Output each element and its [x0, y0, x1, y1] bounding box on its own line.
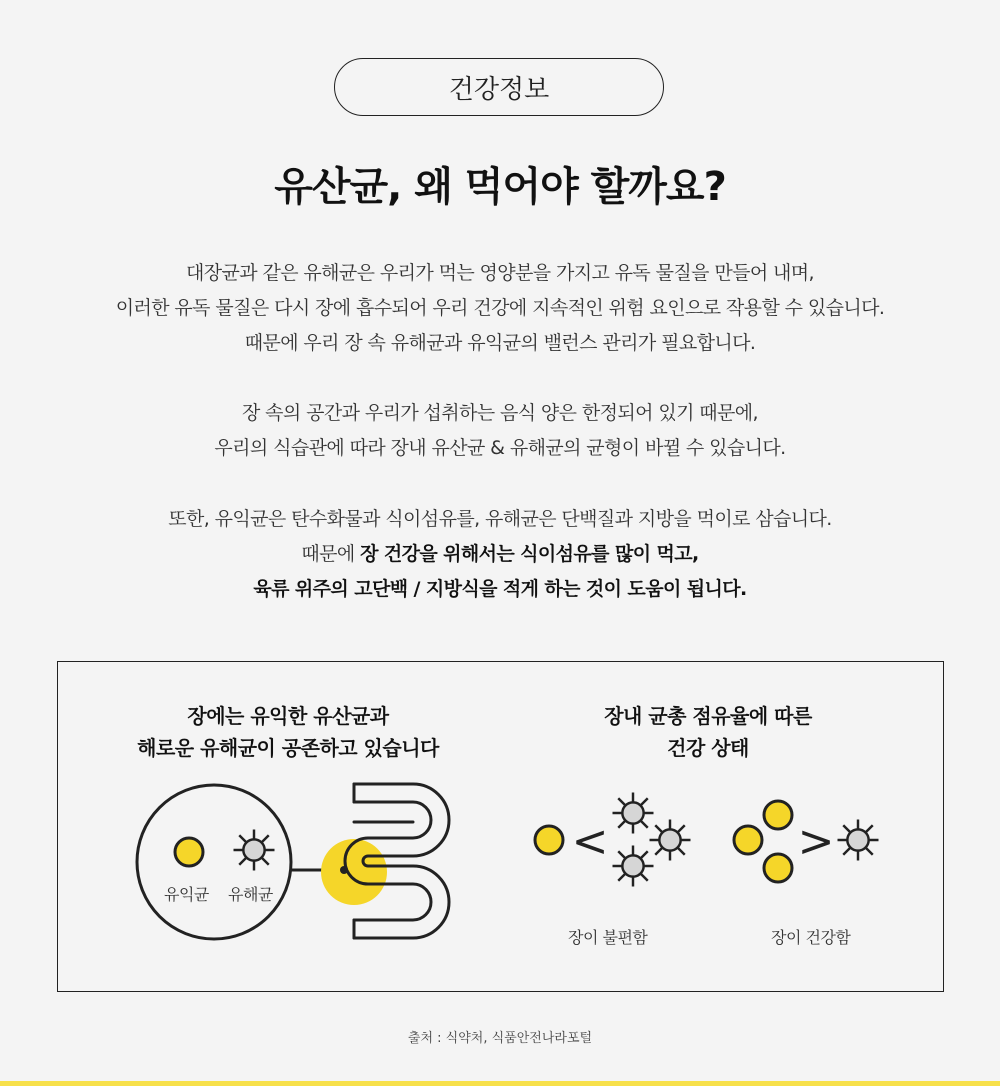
unhealthy-label: 장이 불편함 [568, 928, 648, 947]
accent-divider [0, 1081, 1000, 1086]
paragraph-3 [0, 502, 1000, 607]
paragraph-3-emphasis: 장 건강을 위해서는 식이섬유를 많이 먹고, [360, 543, 699, 565]
good-bacteria-icon [764, 801, 792, 829]
less-than-sign: < [571, 816, 609, 867]
coexist-heading-line: 장에는 유익한 유산균과 [187, 704, 389, 728]
healthy-label: 장이 건강함 [771, 928, 851, 947]
paragraph-3-prefix: 때문에 [301, 543, 361, 565]
category-badge-label: 건강정보 [448, 74, 550, 105]
coexist-heading-line: 해로운 유해균이 공존하고 있습니다 [137, 736, 439, 760]
bad-bacteria-icon [838, 820, 879, 861]
good-bacteria-icon [734, 826, 762, 854]
bad-bacteria-icon [234, 830, 275, 871]
health-status-heading-line: 장내 균총 점유율에 따른 [604, 704, 812, 728]
bad-bacteria-label: 유해균 [228, 885, 273, 904]
paragraph-3-line [0, 572, 1000, 607]
health-status-heading-line: 건강 상태 [667, 736, 749, 760]
paragraph-2-line: 장 속의 공간과 우리가 섭취하는 음식 양은 한정되어 있기 때문에, [241, 402, 758, 424]
good-bacteria-icon [764, 854, 792, 882]
greater-than-sign: > [797, 816, 835, 867]
paragraph-3-line [0, 537, 1000, 572]
paragraph-3-line: 또한, 유익균은 탄수화물과 식이섬유를, 유해균은 단백질과 지방을 먹이로 삼습니다. [168, 508, 832, 530]
paragraph-1 [0, 256, 1000, 361]
paragraph-2 [0, 396, 1000, 466]
paragraph-1-line: 대장균과 같은 유해균은 우리가 먹는 영양분을 가지고 유독 물질을 만들어 내며, [186, 262, 814, 284]
source-note: 출처 : 식약처, 식품안전나라포털 [407, 1031, 593, 1046]
page-title: 유산균, 왜 먹어야 할까요? [274, 164, 726, 210]
good-bacteria-icon [535, 826, 563, 854]
category-badge [334, 58, 664, 116]
good-bacteria-label: 유익균 [164, 885, 209, 904]
magnifier-circle-icon [137, 785, 291, 939]
info-box [57, 661, 944, 992]
paragraph-1-line: 이러한 유독 물질은 다시 장에 흡수되어 우리 건강에 지속적인 위험 요인으로 작용할 수 있습니다. [115, 297, 885, 319]
focus-highlight [321, 839, 387, 905]
paragraph-1-line: 때문에 우리 장 속 유해균과 유익균의 밸런스 관리가 필요합니다. [244, 332, 756, 354]
paragraph-2-line: 우리의 식습관에 따라 장내 유산균 & 유해균의 균형이 바뀔 수 있습니다. [214, 437, 786, 459]
good-bacteria-icon [175, 838, 203, 866]
bad-bacteria-icon [613, 846, 654, 887]
paragraph-3-emphasis: 육류 위주의 고단백 / 지방식을 적게 하는 것이 도움이 됩니다. [253, 578, 747, 600]
bad-bacteria-icon [650, 820, 691, 861]
bad-bacteria-icon [613, 793, 654, 834]
